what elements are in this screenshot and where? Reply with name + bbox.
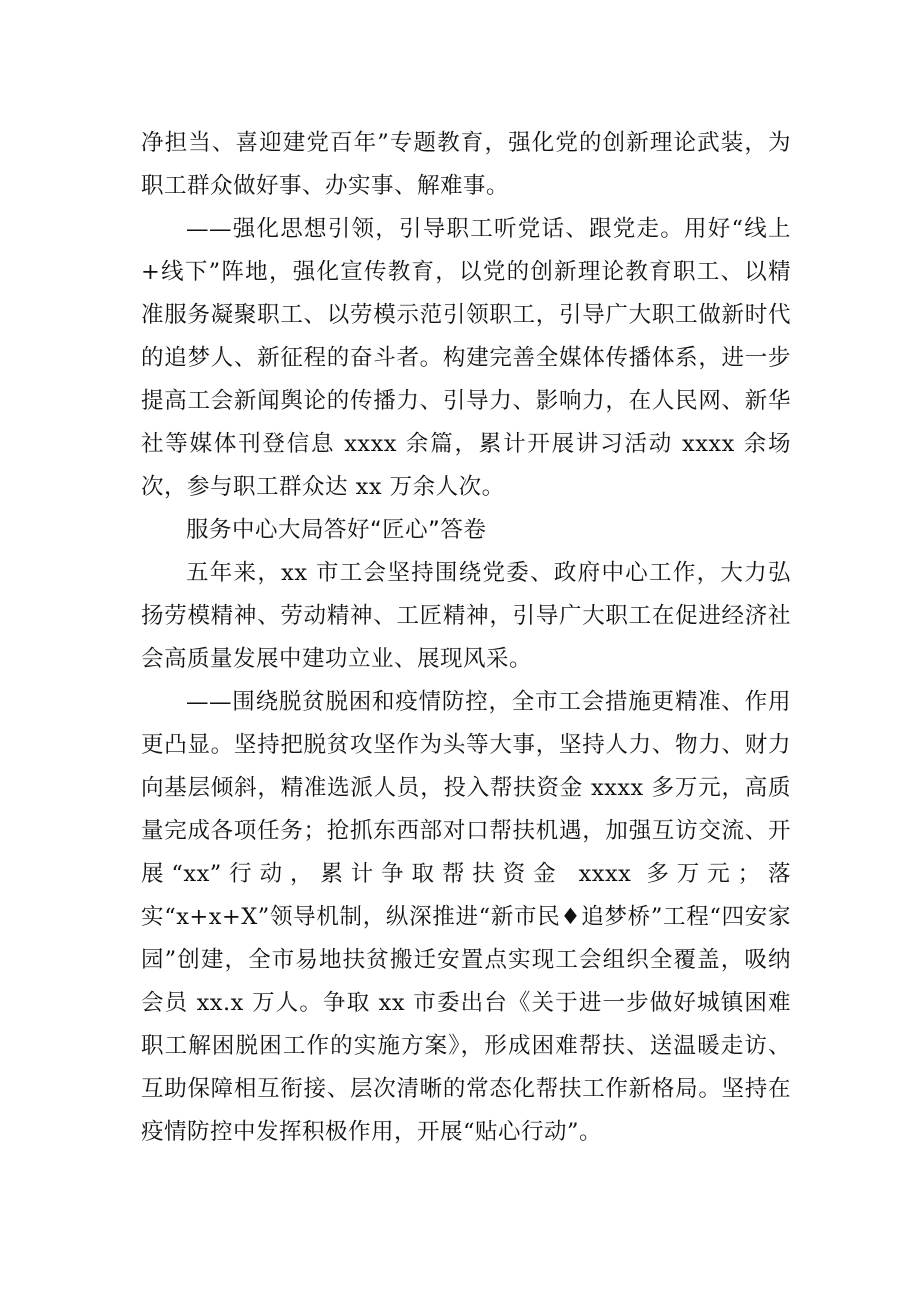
paragraph-poverty-and-epidemic: ——围绕脱贫脱困和疫情防控，全市工会措施更精准、作用更凸显。坚持把脱贫攻坚作为头等大事，坚持人力、物力、财力向基层倾斜，精准选派人员，投入帮扶资金 xxxx 多万元，高质量完成各项任务；抢抓东西部对口帮扶机遇，加强互访交流、开展“xx”行动，累计争取帮扶资金 xxxx 多万元；落实“x+x+X”领导机制，纵深推进“新市民♦追梦桥”工程“四安家园”创建，全市易地扶贫搬迁安置点实现工会组织全覆盖，吸纳会员 xx.x 万人。争取 xx 市委出台《关于进一步做好城镇困难职工解困脱困工作的实施方案》，形成困难帮扶、送温暖走访、互助保障相互衔接、层次清晰的常态化帮扶工作新格局。坚持在疫情防控中发挥积极作用，开展“贴心行动”。 bbox=[141, 689, 791, 1145]
paragraph-five-years-overview: 五年来，xx 市工会坚持围绕党委、政府中心工作，大力弘扬劳模精神、劳动精神、工匠精神，引导广大职工在促进经济社会高质量发展中建功立业、展现风采。 bbox=[141, 560, 791, 672]
paragraph-ideological-guidance: ——强化思想引领，引导职工听党话、跟党走。用好“线上+线下”阵地，强化宣传教育，以党的创新理论教育职工、以精准服务凝聚职工、以劳模示范引领职工，引导广大职工做新时代的追梦人、新征程的奋斗者。构建完善全媒体传播体系，进一步提高工会新闻舆论的传播力、引导力、影响力，在人民网、新华社等媒体刊登信息 xxxx 余篇，累计开展讲习活动 xxxx 余场次，参与职工群众达 xx 万余人次。 bbox=[141, 216, 791, 500]
document-body bbox=[141, 122, 791, 1154]
paragraph-continuation: 净担当、喜迎建党百年”专题教育，强化党的创新理论武装，为职工群众做好事、办实事、解难事。 bbox=[141, 130, 791, 199]
section-heading: 服务中心大局答好“匠心”答卷 bbox=[186, 517, 487, 543]
